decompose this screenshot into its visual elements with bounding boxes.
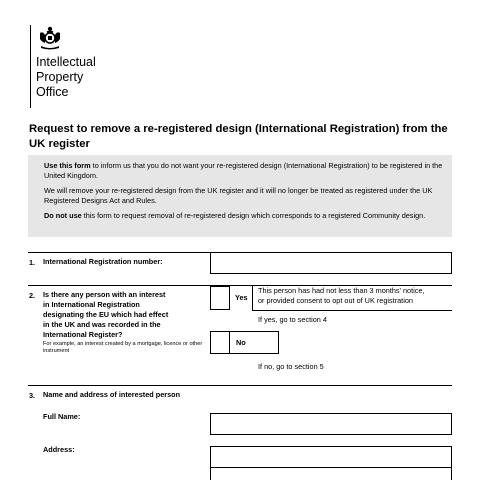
section-1-number: 1. [29,258,36,267]
info-p1-bold: Use this form [44,161,91,170]
yes-text [258,286,424,306]
org-name-line-2: Property [36,70,84,84]
section-3-label: Name and address of interested person [43,390,181,399]
info-p3-bold: Do not use [44,211,82,220]
info-p1-text: to inform us that you do not want your re-registered design (International Registration) to be registered in the United Kingdom. [44,161,443,180]
address-field-line-2[interactable] [210,467,452,480]
section-2-label-line: in the UK and was recorded in the [43,320,161,329]
full-name-field[interactable] [210,413,452,435]
info-paragraph-1 [44,161,444,181]
address-field-line-1[interactable] [210,446,452,468]
header-divider [30,25,31,108]
section-2-label [43,290,168,340]
section-2-note: For example, an interest created by a mortgage, licence or other instrument [43,341,203,354]
info-paragraph-3 [44,211,444,221]
section-2-number: 2. [29,291,36,300]
address-label: Address: [43,445,75,454]
yes-label: Yes [235,293,248,302]
yes-underline [252,310,452,311]
info-box [28,155,452,237]
section-2-label-line: designating the EU which had effect [43,310,169,319]
section-2-label-line: International Register? [43,330,123,339]
section-1-label: International Registration number: [43,257,163,266]
no-label: No [236,338,246,347]
no-checkbox[interactable] [210,331,230,354]
yes-checkbox[interactable] [210,286,230,310]
royal-crest-icon [37,26,63,50]
form-title: Request to remove a re-registered design (International Registration) from the UK register [29,123,448,150]
international-registration-number-field[interactable] [210,252,452,274]
section-2-label-line: in International Registration [43,300,140,309]
yes-text-line: This person has had not less than 3 months' notice, [258,286,425,295]
full-name-label: Full Name: [43,412,81,421]
yes-divider [252,286,253,310]
yes-followup: If yes, go to section 4 [258,315,327,324]
org-name-line-1: Intellectual [36,55,96,69]
info-p3-text: this form to request removal of re-registered design which corresponds to a registered Community design. [81,211,426,220]
no-followup: If no, go to section 5 [258,362,324,371]
info-paragraph-2: We will remove your re-registered design from the UK register and it will no longer be treated as registered under the UK Registered Designs Act and Rules. [44,186,433,205]
section-2-label-line: Is there any person with an interest [43,290,166,299]
yes-text-line: or provided consent to opt out of UK registration [258,296,413,305]
section-3-number: 3. [29,391,36,400]
org-name-line-3: Office [36,85,69,99]
section-3-rule [28,385,452,386]
